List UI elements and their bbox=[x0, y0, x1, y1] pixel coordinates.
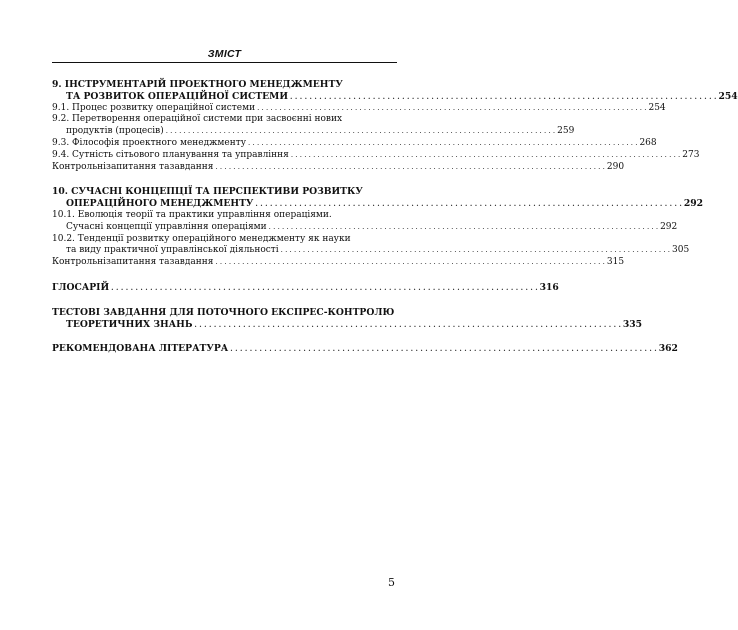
dot-leader bbox=[291, 150, 680, 162]
toc-section-10-title-line2: ОПЕРАЦІЙНОГО МЕНЕДЖМЕНТУ bbox=[66, 198, 254, 210]
toc-entry-9-2 bbox=[52, 126, 575, 138]
toc-entry-text: продуктів (процесів) bbox=[66, 126, 164, 137]
toc-page-number: 268 bbox=[639, 137, 657, 148]
toc-page-number: 292 bbox=[660, 221, 678, 232]
dot-leader bbox=[194, 319, 620, 331]
toc-entry-text: 9.3. Філософія проектного менеджменту bbox=[52, 137, 247, 148]
toc-literature bbox=[52, 343, 678, 355]
toc-section-10-title-line1: 10. СУЧАСНІ КОНЦЕПЦІЇ ТА ПЕРСПЕКТИВИ РОЗВИТКУ bbox=[52, 186, 363, 198]
toc-entry-10-1 bbox=[52, 221, 678, 234]
dot-leader bbox=[111, 282, 537, 294]
toc-entry-text: Контрольнізапитання тазавдання bbox=[52, 257, 214, 268]
toc-entry-9-1 bbox=[52, 102, 666, 115]
toc-entry-text: ГЛОСАРІЙ bbox=[52, 281, 110, 293]
dot-leader bbox=[257, 103, 646, 115]
toc-entry-10-2-line1: 10.2. Тенденції розвитку операційного менеджменту як науки bbox=[52, 233, 351, 244]
toc-glossary bbox=[52, 281, 559, 294]
toc-page-number: 273 bbox=[682, 149, 700, 160]
toc-page-number: 362 bbox=[658, 343, 678, 355]
toc-page-number: 305 bbox=[672, 245, 690, 256]
table-of-contents bbox=[52, 68, 738, 355]
dot-leader bbox=[255, 198, 681, 210]
header-rule bbox=[52, 62, 397, 63]
toc-entry-9-questions bbox=[52, 161, 625, 174]
toc-entry-text: та виду практичної управлінської діяльності bbox=[66, 245, 279, 256]
toc-page-number: 316 bbox=[539, 281, 559, 293]
toc-entry-text: РЕКОМЕНДОВАНА ЛІТЕРАТУРА bbox=[52, 343, 229, 355]
toc-entry-10-questions bbox=[52, 257, 625, 269]
toc-section-9-title-line2: ТА РОЗВИТОК ОПЕРАЦІЙНОЇ СИСТЕМИ bbox=[66, 90, 289, 102]
toc-page-number: 259 bbox=[557, 126, 575, 137]
dot-leader bbox=[166, 126, 555, 138]
toc-section-9-entry bbox=[52, 90, 738, 103]
dot-leader bbox=[281, 245, 670, 257]
toc-entry-text: Контрольнізапитання тазавдання bbox=[52, 161, 214, 172]
toc-page-number: 335 bbox=[622, 318, 643, 330]
toc-section-10-entry bbox=[52, 198, 704, 210]
toc-section-9-title-line1: 9. ІНСТРУМЕНТАРІЙ ПРОЕКТНОГО МЕНЕДЖМЕНТУ bbox=[52, 79, 343, 90]
toc-page-number: 254 bbox=[648, 102, 666, 113]
toc-entry-text: Сучасні концепції управління операціями bbox=[66, 221, 267, 232]
toc-entry-text: 9.4. Сутність сітьового планування та управління bbox=[52, 149, 289, 160]
toc-page-number: 292 bbox=[683, 198, 704, 210]
page-number: 5 bbox=[388, 576, 395, 589]
toc-tests-line1: ТЕСТОВІ ЗАВДАННЯ ДЛЯ ПОТОЧНОГО ЕКСПРЕС-КОНТРОЛЮ bbox=[52, 306, 395, 318]
toc-page-number: 254 bbox=[718, 90, 738, 102]
dot-leader bbox=[248, 138, 637, 150]
toc-page-number: 290 bbox=[606, 161, 625, 172]
toc-entry-9-2-line1: 9.2. Перетворення операційної системи при засвоєнні нових bbox=[52, 114, 343, 125]
toc-entry-text: 9.1. Процес розвитку операційної системи bbox=[52, 102, 256, 113]
toc-entry-9-4 bbox=[52, 149, 700, 162]
page-header-title: ЗМІСТ bbox=[207, 48, 242, 60]
dot-leader bbox=[215, 162, 604, 174]
toc-tests bbox=[52, 318, 643, 331]
dot-leader bbox=[269, 222, 658, 234]
dot-leader bbox=[215, 257, 604, 269]
dot-leader bbox=[230, 343, 656, 355]
toc-entry-9-3 bbox=[52, 137, 657, 150]
dot-leader bbox=[290, 91, 716, 103]
toc-entry-10-1-line1: 10.1. Еволюція теорії та практики управління операціями. bbox=[52, 209, 332, 220]
toc-entry-text: ТЕОРЕТИЧНИХ ЗНАНЬ bbox=[66, 318, 193, 330]
toc-entry-10-2 bbox=[52, 245, 690, 257]
toc-page-number: 315 bbox=[606, 257, 625, 268]
